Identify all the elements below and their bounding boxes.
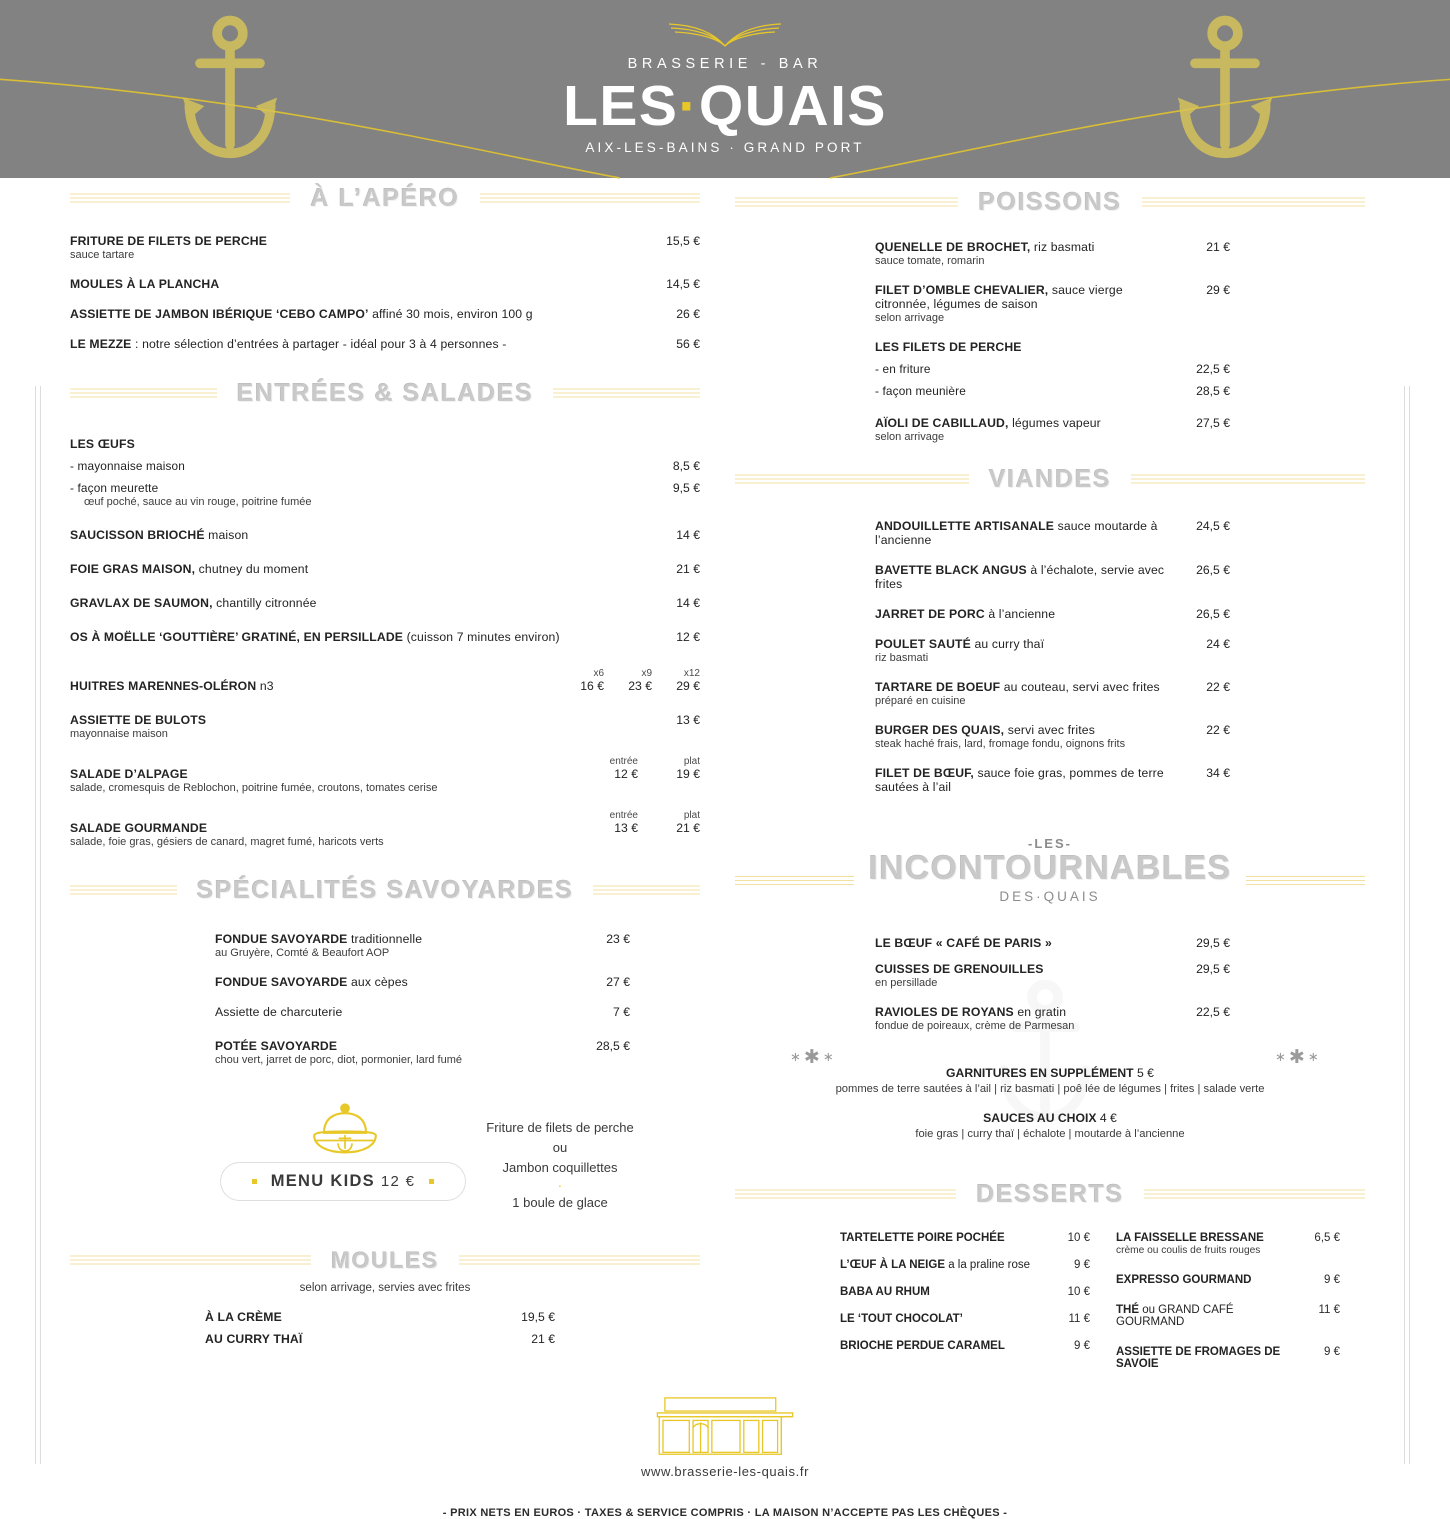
item-desc: salade, foie gras, gésiers de canard, magret fumé, haricots verts [70,836,384,848]
price-col-header: x9 [641,668,652,679]
menu-item[interactable] [205,1310,555,1324]
brand-name-part1: LES [563,74,679,138]
item-price: 16 € [580,679,604,693]
item-prices [556,679,700,693]
section-heading-savoyardes [70,870,700,910]
item-desc: en persillade [875,977,938,989]
item-name: LE MEZZE : notre sélection d’entrées à partager - idéal pour 3 à 4 personnes - [70,337,507,351]
savoyardes-items [70,932,700,1066]
sauces-price: 4 € [1099,1111,1117,1125]
incontournables-items [735,936,1365,1032]
item-name: BAVETTE BLACK ANGUS à l’échalote, servie avec frites [875,563,1165,591]
swash-icon [665,22,785,48]
item-name: MOULES À LA PLANCHA [70,277,220,291]
item-price: 34 € [1206,766,1230,780]
price-col-header: entrée [609,810,638,821]
section-title: DESSERTS [956,1180,1144,1209]
item-name: FONDUE SAVOYARDE aux cèpes [215,975,408,989]
menu-item[interactable] [840,1232,1090,1244]
section-heading-apero [70,178,700,218]
item-name: FOIE GRAS MAISON, chutney du moment [70,562,309,576]
website-url[interactable]: www.brasserie-les-quais.fr [640,1464,810,1479]
item-name: - en friture [875,362,931,376]
item-name-lite: au couteau, servi avec frites [1000,680,1160,694]
item-price: 29 € [676,679,700,693]
menu-item[interactable] [875,240,1230,267]
brand-header [0,0,1450,178]
item-name: L’ŒUF À LA NEIGE a la praline rose [840,1259,1031,1271]
item-prices [576,821,700,835]
item-name: THÉ ou GRAND CAFÉ GOURMAND [1116,1304,1234,1328]
incontournables-heading-inner [735,836,1365,904]
item-name: - mayonnaise maison [70,459,185,473]
item-name-lite: a la praline rose [945,1259,1031,1271]
item-price: 12 € [676,630,700,644]
item-name: POTÉE SAVOYARDE [215,1039,338,1053]
dot-separator-icon: · [557,1177,563,1194]
item-price: 28,5 € [1196,384,1230,398]
item-name-lite: affiné 30 mois, environ 100 g [368,307,533,321]
brand-name-dot: · [678,74,699,138]
item-price: 27,5 € [1196,416,1230,430]
kids-line-2: ou [552,1140,568,1156]
menu-item[interactable] [875,563,1230,591]
sauces-title: SAUCES AU CHOIX 4 € [983,1111,1117,1125]
item-name-lite: traditionnelle [347,932,423,946]
right-edge-rule [1404,386,1411,1464]
price-column-headers [70,810,700,821]
menu-body [0,178,1450,1519]
menu-item[interactable] [215,975,630,989]
menu-item[interactable] [875,384,1230,398]
menu-item[interactable] [875,362,1230,376]
right-column [735,178,1365,1385]
garnitures-title: GARNITURES EN SUPPLÉMENT 5 € [946,1066,1154,1080]
price-col-header: plat [683,810,700,821]
moules-subtitle: selon arrivage, servies avec frites [299,1282,471,1294]
menu-item[interactable] [70,528,700,542]
garnitures-price: 5 € [1137,1066,1154,1080]
menu-item[interactable] [70,562,700,576]
desserts-right-column [1090,1232,1340,1385]
item-name: ASSIETTE DE JAMBON IBÉRIQUE ‘CEBO CAMPO’ affiné 30 mois, environ 100 g [70,307,533,321]
item-name: BRIOCHE PERDUE CARAMEL [840,1340,1005,1352]
item-desc: chou vert, jarret de porc, diot, pormonier, lard fumé [215,1054,463,1066]
item-name [215,1005,572,1019]
item-desc: sauce tartare [70,249,135,261]
item-price: 11 € [1318,1304,1340,1316]
item-name: FONDUE SAVOYARDE traditionnelle [215,932,423,946]
menu-item[interactable] [1116,1232,1340,1256]
item-name: - façon meunière [875,384,966,398]
item-price: 19 € [676,767,700,781]
item-price: 8,5 € [672,459,700,473]
desserts-left-column [840,1232,1090,1385]
item-price: 12 € [614,767,638,781]
item-price: 9 € [1074,1340,1090,1352]
menu-item[interactable] [215,1005,630,1019]
item-name-lite: maison [204,528,249,542]
item-price: 27 € [606,975,630,989]
item-desc: œuf poché, sauce au vin rouge, poitrine fumée [84,496,312,508]
menu-item[interactable] [70,630,700,644]
group-title: LES ŒUFS [70,437,135,451]
poissons-items [735,240,1365,443]
kids-line-1: Friture de filets de perche [486,1120,634,1135]
perche-group [875,340,1230,354]
item-price: 9,5 € [672,481,700,495]
menu-item[interactable] [70,234,700,261]
menu-item[interactable] [70,337,700,351]
menu-item-salad[interactable] [70,810,700,848]
kids-line-3: Jambon coquillettes [502,1160,618,1176]
item-desc: sauce tomate, romarin [875,255,985,267]
group-title: LES FILETS DE PERCHE [875,340,1022,354]
item-name-lite: servi avec frites [1004,723,1095,737]
item-name: AU CURRY THAÏ [205,1332,303,1346]
section-heading-entrees [70,373,700,413]
item-price: 13 € [614,821,638,835]
item-name: AÏOLI DE CABILLAUD, légumes vapeur [875,416,1101,430]
page-footer [0,1396,1450,1519]
item-name: RAVIOLES DE ROYANS en gratin [875,1005,1067,1019]
item-name: GRAVLAX DE SAUMON, chantilly citronnée [70,596,317,610]
item-price: 7 € [613,1005,630,1019]
item-name: CUISSES DE GRENOUILLES [875,962,1044,976]
kids-badge-price: 12 € [380,1173,416,1190]
incontournables-eyebrow: -LES- [1028,836,1072,851]
garnitures-list: pommes de terre sautées à l’ail | riz basmati | poê lée de légumes | frites | salade verte [835,1083,1265,1095]
item-price: 15,5 € [666,234,700,248]
menu-item[interactable] [70,277,700,291]
item-price: 24 € [1206,637,1230,651]
price-col-header: x6 [593,668,604,679]
item-price: 21 € [676,821,700,835]
item-name: FILET D’OMBLE CHEVALIER, sauce vierge citronnée, légumes de saison [875,283,1123,311]
item-desc: selon arrivage [875,312,945,324]
item-price: 23 € [628,679,652,693]
item-price: 29,5 € [1196,936,1230,950]
item-name: TARTARE DE BOEUF au couteau, servi avec frites [875,680,1160,694]
item-name: POULET SAUTÉ au curry thaï [875,637,1045,651]
menu-item[interactable] [875,416,1230,443]
item-name: HUITRES MARENNES-OLÉRON n3 [70,679,274,693]
item-price: 9 € [1074,1259,1090,1271]
item-name-lite: légumes vapeur [1008,416,1101,430]
menu-item[interactable] [205,1332,555,1346]
dot-icon [252,1179,257,1184]
menu-item[interactable] [875,723,1230,750]
kids-menu-block [70,1102,700,1222]
item-name: BABA AU RHUM [840,1286,930,1298]
menu-item[interactable] [875,680,1230,707]
kids-badge-text: MENU KIDS 12 € [270,1172,416,1190]
asterisk-decoration-right: ∗✱∗ [1275,1047,1322,1068]
menu-item[interactable] [875,766,1230,794]
asterisk-decoration-left: ∗✱∗ [790,1047,837,1068]
item-name: JARRET DE PORC à l’ancienne [875,607,1056,621]
menu-item[interactable] [875,1005,1230,1032]
item-price: 29 € [1206,283,1230,297]
menu-item[interactable] [840,1259,1090,1271]
item-price: 22 € [1206,723,1230,737]
item-price: 19,5 € [521,1310,555,1324]
item-name-lite: n3 [256,679,274,693]
item-name: SALADE GOURMANDE [70,821,208,835]
item-price: 11 € [1068,1313,1090,1325]
section-heading-moules [70,1240,700,1280]
menu-item-salad[interactable] [70,756,700,794]
item-desc: salade, cromesquis de Reblochon, poitrine fumée, croutons, tomates cerise [70,782,438,794]
sailor-hat-icon [303,1102,387,1158]
storefront-icon [649,1396,801,1458]
section-title: À L’APÉRO [290,184,479,213]
apero-items [70,234,700,351]
item-price: 9 € [1324,1346,1340,1358]
brand-name [0,76,1450,136]
item-price: 24,5 € [1196,519,1230,533]
item-price: 14,5 € [666,277,700,291]
item-name: ASSIETTE DE BULOTS [70,713,207,727]
price-column-headers [70,668,700,679]
section-title: MOULES [311,1247,459,1274]
kids-line-4: 1 boule de glace [512,1195,608,1211]
item-price: 26,5 € [1196,563,1230,577]
item-name: TARTELETTE POIRE POCHÉE [840,1232,1005,1244]
desserts-grid [735,1232,1365,1385]
item-desc: au Gruyère, Comté & Beaufort AOP [215,947,390,959]
item-name: FILET DE BŒUF, sauce foie gras, pommes de terre sautées à l’ail [875,766,1164,794]
section-heading-desserts [735,1174,1365,1214]
item-name: OS À MOËLLE ‘GOUTTIÈRE’ GRATINÉ, EN PERSILLADE (cuisson 7 minutes environ) [70,630,560,644]
moules-items [70,1310,700,1346]
item-desc: préparé en cuisine [875,695,966,707]
item-price: 10 € [1067,1286,1090,1298]
menu-item[interactable] [875,607,1230,621]
brand-eyebrow: BRASSERIE - BAR [627,56,823,72]
section-title: POISSONS [958,188,1141,217]
item-name-lite: en gratin [1013,1005,1067,1019]
menu-item[interactable] [875,283,1230,324]
item-name: - façon meurette [70,481,159,495]
item-price: 9 € [1324,1274,1340,1286]
item-price: 28,5 € [596,1039,630,1053]
item-desc: crème ou coulis de fruits rouges [1116,1245,1261,1256]
item-name-lite: chutney du moment [195,562,309,576]
item-name-lite: sauce vierge citronnée, légumes de saison [875,283,1123,311]
item-price: 14 € [676,528,700,542]
item-desc: fondue de poireaux, crème de Parmesan [875,1020,1075,1032]
item-name: FRITURE DE FILETS DE PERCHE [70,234,268,248]
item-price: 22,5 € [1196,362,1230,376]
item-name-lite: au curry thaï [970,637,1045,651]
item-price: 21 € [676,562,700,576]
section-title: INCONTOURNABLES [854,851,1245,887]
item-name-lite: sauce moutarde à l’ancienne [875,519,1158,547]
item-name-lite: Assiette de charcuterie [215,1005,343,1019]
item-name: LE ‘TOUT CHOCOLAT’ [840,1313,963,1325]
item-name-lite: ou GRAND CAFÉ GOURMAND [1116,1304,1234,1328]
item-price: 23 € [606,932,630,946]
incontournables-body [735,936,1365,1140]
menu-item[interactable] [875,637,1230,664]
sauces-list: foie gras | curry thaï | échalote | moutarde à l’ancienne [915,1128,1185,1140]
item-price: 56 € [676,337,700,351]
section-title: ENTRÉES & SALADES [217,379,554,408]
item-name-lite: : notre sélection d’entrées à partager - idéal pour 3 à 4 personnes - [131,337,507,351]
incontournables-subtitle: DES·QUAIS [999,888,1101,904]
section-heading-viandes [735,459,1365,499]
item-price: 29,5 € [1196,962,1230,976]
logo-block [0,22,1450,155]
item-name: QUENELLE DE BROCHET, riz basmati [875,240,1095,254]
item-name: LE BŒUF « CAFÉ DE PARIS » [875,936,1052,950]
price-col-header: entrée [609,756,638,767]
eggs-group [70,437,700,451]
menu-item[interactable] [70,596,700,610]
viandes-items [735,519,1365,794]
item-name: EXPRESSO GOURMAND [1116,1274,1252,1286]
menu-item[interactable] [875,936,1230,950]
menu-item[interactable] [1116,1274,1340,1286]
item-name-lite: aux cèpes [347,975,408,989]
menu-item[interactable] [70,307,700,321]
menu-item[interactable] [70,481,700,508]
item-desc: riz basmati [875,652,929,664]
item-name-lite: (cuisson 7 minutes environ) [403,630,560,644]
menu-item-oysters[interactable] [70,668,700,693]
menu-item[interactable] [1116,1346,1340,1370]
item-name: BURGER DES QUAIS, servi avec frites [875,723,1095,737]
section-title: VIANDES [969,465,1131,494]
item-name: À LA CRÈME [205,1310,282,1324]
item-name: SALADE D’ALPAGE [70,767,188,781]
price-col-header: x12 [683,668,700,679]
item-name-lite: chantilly citronnée [212,596,317,610]
item-price: 10 € [1067,1232,1090,1244]
menu-item[interactable] [215,1039,630,1066]
item-price: 21 € [531,1332,555,1346]
item-price: 22,5 € [1196,1005,1230,1019]
item-name: LA FAISSELLE BRESSANE [1116,1232,1264,1244]
item-name: SAUCISSON BRIOCHÉ maison [70,528,249,542]
menu-item[interactable] [875,519,1230,547]
item-desc: steak haché frais, lard, fromage fondu, oignons frits [875,738,1126,750]
menu-item[interactable] [1116,1304,1340,1328]
item-price: 21 € [1206,240,1230,254]
item-price: 6,5 € [1314,1232,1340,1244]
item-name: ASSIETTE DE FROMAGES DE SAVOIE [1116,1346,1281,1370]
menu-item[interactable] [215,932,630,959]
item-price: 22 € [1206,680,1230,694]
menu-item[interactable] [840,1313,1090,1325]
item-desc: mayonnaise maison [70,728,168,740]
menu-item[interactable] [840,1286,1090,1298]
entrees-items [70,437,700,848]
item-name-lite: riz basmati [1030,240,1095,254]
item-price: 13 € [676,713,700,727]
menu-item[interactable] [70,713,700,740]
price-col-header: plat [683,756,700,767]
item-name-lite: à l’échalote, servie avec frites [875,563,1165,591]
item-price: 26 € [676,307,700,321]
left-edge-rule [35,386,42,1464]
menu-item[interactable] [875,962,1230,989]
brand-location: AIX-LES-BAINS · GRAND PORT [585,140,865,156]
item-name-lite: à l’ancienne [984,607,1056,621]
menu-item[interactable] [840,1340,1090,1352]
legal-notice: - PRIX NETS EN EUROS · TAXES & SERVICE COMPRIS · LA MAISON N’ACCEPTE PAS LES CHÈQUES - [442,1507,1008,1519]
section-title: SPÉCIALITÉS SAVOYARDES [177,876,594,905]
price-column-headers [70,756,700,767]
kids-description [425,1118,695,1213]
brand-name-part2: QUAIS [698,74,887,138]
menu-item[interactable] [70,459,700,473]
item-name: ANDOUILLETTE ARTISANALE sauce moutarde à l’ancienne [875,519,1158,547]
item-name-lite: sauce foie gras, pommes de terre sautées à l’ail [875,766,1164,794]
item-price: 26,5 € [1196,607,1230,621]
item-price: 14 € [676,596,700,610]
section-heading-poissons [735,182,1365,222]
item-prices [576,767,700,781]
left-column [70,178,700,1354]
item-desc: selon arrivage [875,431,945,443]
section-heading-incontournables [735,836,1365,922]
